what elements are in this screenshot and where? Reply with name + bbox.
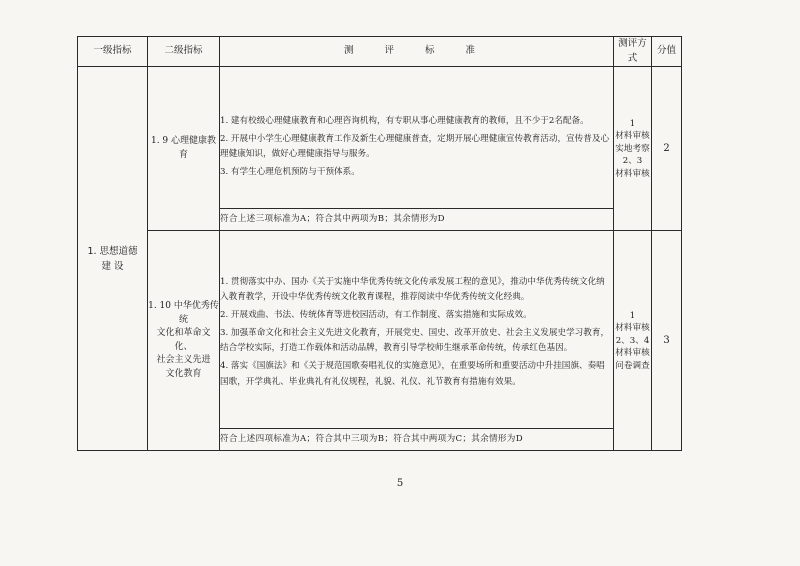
level1-cell (78, 67, 148, 451)
method-line: 2、3 (622, 156, 643, 167)
level1-label-line2: 建 设 (101, 260, 124, 272)
criteria-item: 1. 建有校级心理健康教育和心理咨询机构，有专职从事心理健康教育的教师，且不少于2名配备。 (220, 116, 589, 127)
method-line: 问卷调查 (615, 360, 650, 371)
level2-line: 文化教育 (165, 368, 202, 379)
method-line: 2、3、4 (615, 335, 650, 346)
header-criteria: 测 评 标 准 (220, 37, 614, 67)
header-row (78, 37, 682, 67)
evaluation-table (77, 36, 682, 451)
header-score: 分值 (652, 37, 682, 67)
table-row (78, 67, 682, 209)
method-line: 1 (629, 310, 636, 321)
criteria-cell (220, 67, 614, 209)
level2-line: 社会主义先进 (156, 355, 211, 366)
level2-cell: 1. 9 心理健康教育 (148, 67, 220, 231)
grading-rule: 符合上述三项标准为A；符合其中两项为B；其余情形为D (220, 209, 614, 231)
criteria-item: 2. 开展中小学生心理健康教育工作及新生心理健康普查，定期开展心理健康宣传教育活动，宣传普及心理健康知识，做好心理健康指导与服务。 (220, 134, 610, 160)
method-cell (614, 67, 652, 231)
header-level1: 一级指标 (78, 37, 148, 67)
criteria-item: 4. 落实《国旗法》和《关于规范国歌奏唱礼仪的实施意见》，在重要场所和重要活动中升挂国旗、奏唱国歌，开学典礼、毕业典礼有礼仪规程，礼貌、礼仪、礼节教育有措施有效果。 (220, 361, 605, 387)
method-cell (614, 231, 652, 451)
method-line: 实地考察 (615, 143, 650, 154)
level2-line: 1. 10 中华优秀传统 (148, 301, 219, 325)
method-line: 材料审核 (615, 348, 650, 359)
criteria-item: 3. 加强革命文化和社会主义先进文化教育，开展党史、国史、改革开放史、社会主义发展史学习教育，结合学校实际，打造工作载体和活动品牌，教育引导学校师生继承革命传统，传承红色基因。 (220, 328, 610, 354)
grading-rule: 符合上述四项标准为A；符合其中三项为B；符合其中两项为C；其余情形为D (220, 429, 614, 451)
method-line: 材料审核 (615, 131, 650, 142)
method-line: 材料审核 (615, 323, 650, 334)
header-method: 测评方式 (614, 37, 652, 67)
page-number: 5 (396, 478, 404, 489)
page-frame (77, 36, 681, 476)
level2-cell (148, 231, 220, 451)
score-cell: 2 (652, 67, 682, 231)
method-line: 1 (629, 118, 636, 129)
level2-line: 文化和革命文化、 (156, 328, 211, 352)
criteria-cell (220, 231, 614, 429)
header-level2: 二级指标 (148, 37, 220, 67)
criteria-item: 2. 开展戏曲、书法、传统体育等进校园活动，有工作制度、落实措施和实际成效。 (220, 310, 532, 321)
level1-label-line1: 1. 思想道德 (87, 245, 138, 257)
score-cell: 3 (652, 231, 682, 451)
criteria-item: 1. 贯彻落实中办、国办《关于实施中华优秀传统文化传承发展工程的意见》，推动中华优秀传统文化纳入教育教学，开设中华优秀传统文化教育课程，推荐阅读中华优秀传统文化经典。 (220, 277, 605, 303)
method-line: 材料审核 (615, 168, 650, 179)
criteria-item: 3. 有学生心理危机预防与干预体系。 (220, 167, 360, 178)
table-row (78, 231, 682, 429)
